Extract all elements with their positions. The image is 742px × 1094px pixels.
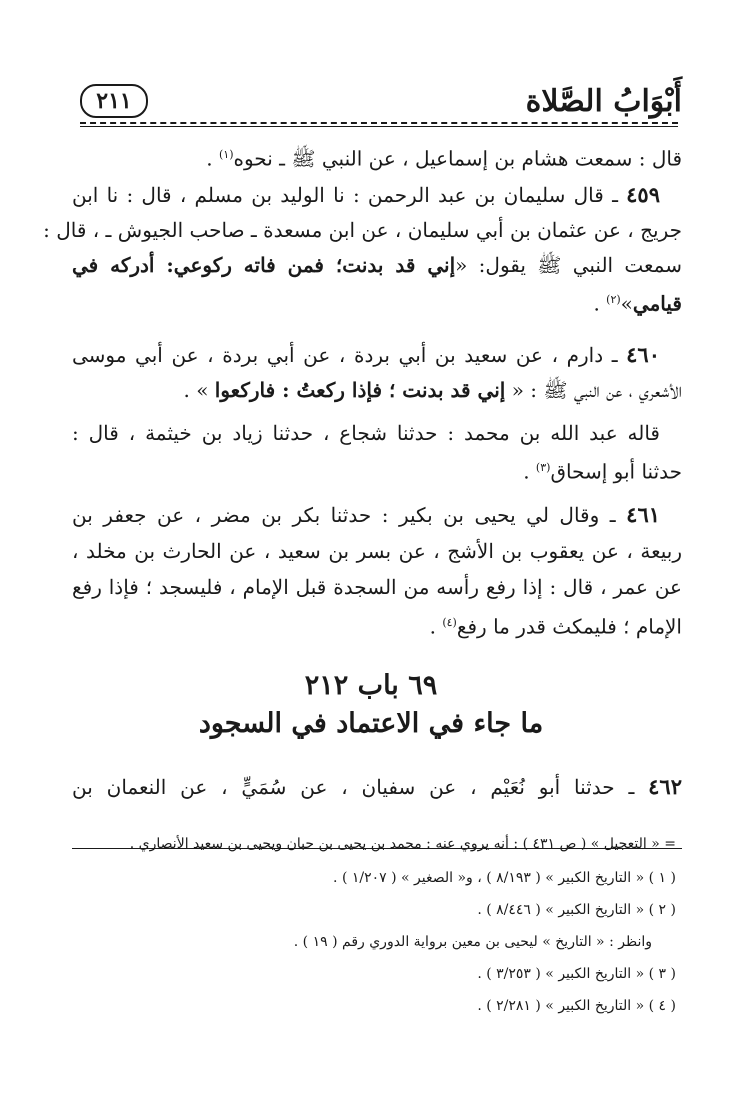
- footnote-continuation: = « التعجيل » ( ص ٤٣١ ) : أنه يروي عنه : محمد بن يحيى بن حبان ويحيى بن سعيد الأنصاري .: [129, 836, 676, 852]
- footnote-ref: (٣): [535, 461, 551, 474]
- footnote-3: ( ٣ ) « التاريخ الكبير » ( ٣/٢٥٣ ) .: [477, 966, 676, 982]
- footnote-2: ( ٢ ) « التاريخ الكبير » ( ٨/٤٤٦ ) .: [477, 902, 676, 918]
- header-rule-solid: [80, 126, 678, 127]
- footnote-4: ( ٤ ) « التاريخ الكبير » ( ٢/٢٨١ ) .: [477, 998, 676, 1014]
- hadith-number: ٤٦٠: [626, 342, 660, 367]
- chapter-number-heading: ٦٩ باب ٢١٢: [304, 670, 438, 701]
- hadith-461-line-2: ربيعة ، عن يعقوب بن الأشج ، عن بسر بن سعيد ، عن الحارث بن مخلد ،: [72, 539, 682, 563]
- running-title: أَبْوَابُ الصَّلاة: [525, 84, 682, 119]
- page-number: ٢١١: [80, 84, 148, 118]
- hadith-459-line-3: سمعت النبي ﷺ يقول: «إني قد بدنت؛ فمن فاته ركوعي: أدركه في: [72, 253, 683, 277]
- hadith-number: ٤٦٢: [648, 774, 682, 799]
- hadith-459-line-4: قيامي»$^{(٢)}$ .: [593, 291, 682, 316]
- header-rule: [80, 122, 678, 124]
- narration-line-1: قاله عبد الله بن محمد : حدثنا شجاع ، حدثنا زياد بن خيثمة ، قال :: [72, 421, 660, 445]
- hadith-459-line-2: جريج ، عن عثمان بن أبي سليمان ، عن ابن مسعدة ـ صاحب الجيوش ـ ، قال :: [43, 218, 682, 242]
- hadith-number: ٤٦١: [626, 502, 661, 527]
- text-line: قال : سمعت هشام بن إسماعيل ، عن النبي ﷺ ـ نحوه$^{(١)}$ .: [206, 146, 682, 171]
- footnote-ref: (١): [218, 148, 234, 161]
- footnote-ref: (٢): [606, 293, 621, 306]
- narration-line-2: حدثنا أبو إسحاق$^{(٣)}$ .: [523, 459, 682, 484]
- hadith-462-line-1: ٤٦٢ ـ حدثنا أبو نُعَيْم ، عن سفيان ، عن سُمَيٍّ ، عن النعمان بن: [72, 774, 682, 799]
- hadith-460-line-2: الأشعري ، عن النبي ﷺ : « إني قد بدنت ؛ فإذا ركعتُ : فاركعوا » .: [183, 378, 682, 402]
- hadith-461-line-3: عن عمر ، قال : إذا رفع رأسه من السجدة قبل الإمام ، فليسجد ؛ فإذا رفع: [72, 575, 682, 599]
- footnote-ref: (٤): [442, 616, 457, 629]
- footnote-2-see-also: وانظر : « التاريخ » ليحيى بن معين برواية الدوري رقم ( ١٩ ) .: [293, 934, 652, 950]
- hadith-number: ٤٥٩: [626, 182, 660, 207]
- hadith-460-line-1: ٤٦٠ ـ دارم ، عن سعيد بن أبي بردة ، عن أبي بردة ، عن أبي موسى: [72, 342, 660, 367]
- hadith-461-line-4: الإمام ؛ فليمكث قدر ما رفع$^{(٤)}$ .: [429, 614, 682, 639]
- hadith-459-line-1: ٤٥٩ ـ قال سليمان بن عبد الرحمن : نا الوليد بن مسلم ، قال : نا ابن: [72, 182, 660, 207]
- footnote-1: ( ١ ) « التاريخ الكبير » ( ٨/١٩٣ ) ، و« الصغير » ( ١/٢٠٧ ) .: [333, 870, 676, 886]
- chapter-title-heading: ما جاء في الاعتماد في السجود: [198, 708, 544, 739]
- hadith-461-line-1: ٤٦١ ـ وقال لي يحيى بن بكير : حدثنا بكر بن مضر ، عن جعفر بن: [72, 502, 661, 527]
